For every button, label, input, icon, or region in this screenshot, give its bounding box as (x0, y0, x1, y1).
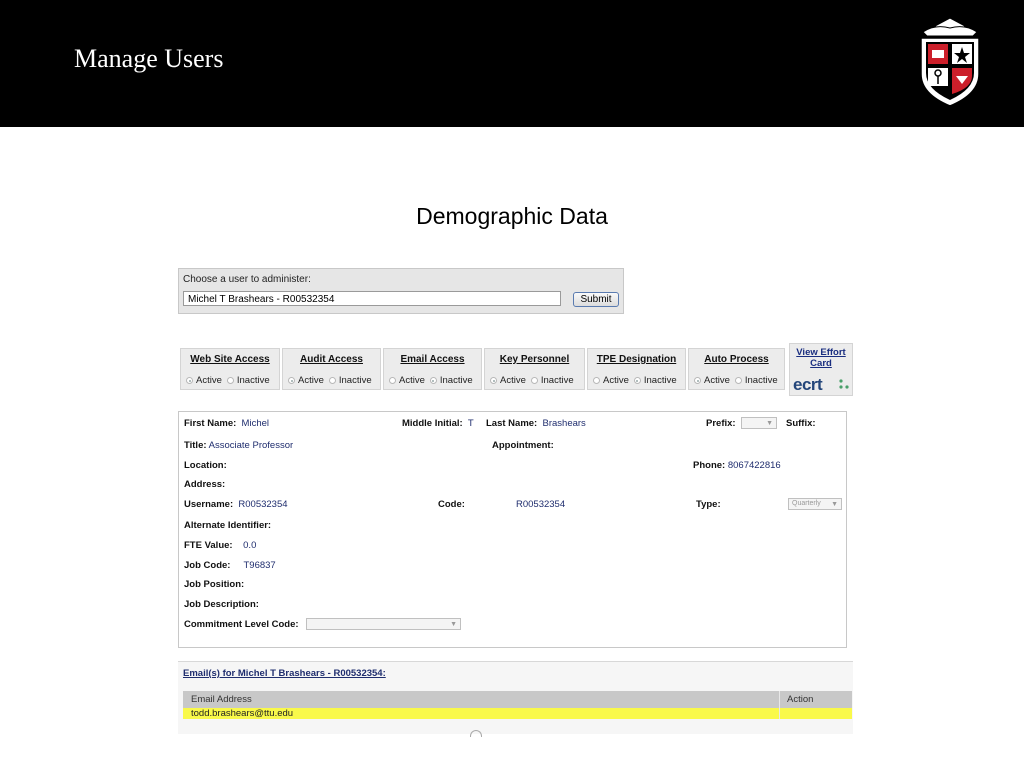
web-site-access-inactive-radio[interactable] (227, 377, 234, 384)
middle-initial-label: Middle Initial: (402, 418, 463, 429)
demographic-details-panel (178, 411, 847, 648)
inactive-label: Inactive (540, 375, 574, 386)
active-label: Active (196, 375, 222, 386)
prefix-label: Prefix: (706, 418, 736, 429)
last-name-value: Brashears (542, 418, 586, 429)
tpe-designation-inactive-radio[interactable] (634, 377, 641, 384)
first-name-label: First Name: (184, 418, 237, 429)
effort-card-panel (789, 343, 853, 396)
username-label: Username: (184, 499, 234, 510)
job-code-label: Job Code: (184, 560, 231, 571)
ecrt-logo: ecrt (793, 375, 823, 394)
type-select[interactable] (788, 498, 842, 510)
audit-access-active-radio[interactable] (288, 377, 295, 384)
job-code-value: T96837 (243, 560, 276, 571)
inactive-label: Inactive (439, 375, 473, 386)
prefix-select[interactable] (741, 417, 777, 429)
fte-label: FTE Value: (184, 540, 233, 551)
ecrt-dots-icon (838, 378, 850, 390)
email-table-header (183, 691, 852, 708)
table-row[interactable] (183, 708, 852, 719)
key-personnel-link[interactable]: Key Personnel (499, 354, 570, 365)
active-label: Active (399, 375, 425, 386)
web-site-access-link[interactable]: Web Site Access (190, 354, 270, 365)
email-access-inactive-radio[interactable] (430, 377, 437, 384)
tpe-designation-group (587, 348, 686, 390)
job-description-label: Job Description: (184, 599, 259, 610)
auto-process-active-radio[interactable] (694, 377, 701, 384)
action-column-header: Action (787, 694, 814, 705)
type-select-value: Quarterly (792, 500, 821, 507)
inactive-label: Inactive (236, 375, 270, 386)
chevron-down-icon: ▼ (831, 501, 838, 508)
fte-value: 0.0 (243, 540, 257, 551)
web-site-access-group (180, 348, 280, 390)
title-label: Title: (184, 440, 207, 451)
inactive-label: Inactive (744, 375, 778, 386)
audit-access-group (282, 348, 381, 390)
email-access-active-radio[interactable] (389, 377, 396, 384)
email-address-cell: todd.brashears@ttu.edu (191, 708, 294, 719)
active-label: Active (704, 375, 730, 386)
user-select[interactable]: Michel T Brashears - R00532354 (183, 291, 561, 306)
chevron-down-icon: ▼ (766, 420, 773, 427)
user-chooser-panel (178, 268, 624, 314)
username-value: R00532354 (238, 499, 288, 510)
active-label: Active (298, 375, 324, 386)
location-label: Location: (184, 460, 227, 471)
effort-link-line1: View Effort (796, 347, 846, 358)
phone-value: 8067422816 (727, 460, 781, 471)
auto-process-link[interactable]: Auto Process (704, 354, 769, 365)
effort-link-line2: Card (810, 358, 832, 369)
email-access-group (383, 348, 482, 390)
phone-label: Phone: (693, 460, 726, 471)
university-crest-logo (915, 14, 985, 110)
auto-process-inactive-radio[interactable] (735, 377, 742, 384)
key-personnel-group (484, 348, 585, 390)
key-personnel-active-radio[interactable] (490, 377, 497, 384)
tpe-designation-active-radio[interactable] (593, 377, 600, 384)
alternate-identifier-label: Alternate Identifier: (184, 520, 272, 531)
code-label: Code: (438, 499, 465, 510)
chevron-down-icon: ▼ (450, 621, 457, 628)
inactive-label: Inactive (338, 375, 372, 386)
submit-button[interactable]: Submit (573, 292, 619, 307)
web-site-access-active-radio[interactable] (186, 377, 193, 384)
email-access-link[interactable]: Email Access (400, 354, 465, 365)
emails-panel (178, 661, 853, 734)
code-value: R00532354 (516, 499, 566, 510)
active-label: Active (603, 375, 629, 386)
inactive-label: Inactive (643, 375, 677, 386)
tpe-designation-link[interactable]: TPE Designation (596, 354, 677, 365)
audit-access-link[interactable]: Audit Access (300, 354, 363, 365)
column-divider (779, 691, 780, 719)
key-personnel-inactive-radio[interactable] (531, 377, 538, 384)
first-name-value: Michel (241, 418, 269, 429)
section-title: Demographic Data (416, 203, 608, 229)
active-label: Active (500, 375, 526, 386)
email-address-column-header: Email Address (191, 694, 252, 705)
auto-process-group (688, 348, 785, 390)
middle-initial-value: T (467, 418, 474, 429)
refresh-icon (470, 730, 482, 737)
last-name-label: Last Name: (486, 418, 538, 429)
commitment-level-label: Commitment Level Code: (184, 619, 299, 630)
view-effort-card-link[interactable] (790, 347, 852, 369)
type-label: Type: (696, 499, 721, 510)
emails-title: Email(s) for Michel T Brashears - R00532354: (183, 668, 386, 679)
title-value: Associate Professor (208, 440, 294, 451)
address-label: Address: (184, 479, 226, 490)
page-title: Manage Users (74, 44, 224, 73)
chooser-label: Choose a user to administer: (183, 274, 311, 285)
suffix-label: Suffix: (786, 418, 816, 429)
commitment-level-select[interactable] (306, 618, 461, 630)
audit-access-inactive-radio[interactable] (329, 377, 336, 384)
job-position-label: Job Position: (184, 579, 245, 590)
header-banner (0, 0, 1024, 127)
appointment-label: Appointment: (492, 440, 554, 451)
